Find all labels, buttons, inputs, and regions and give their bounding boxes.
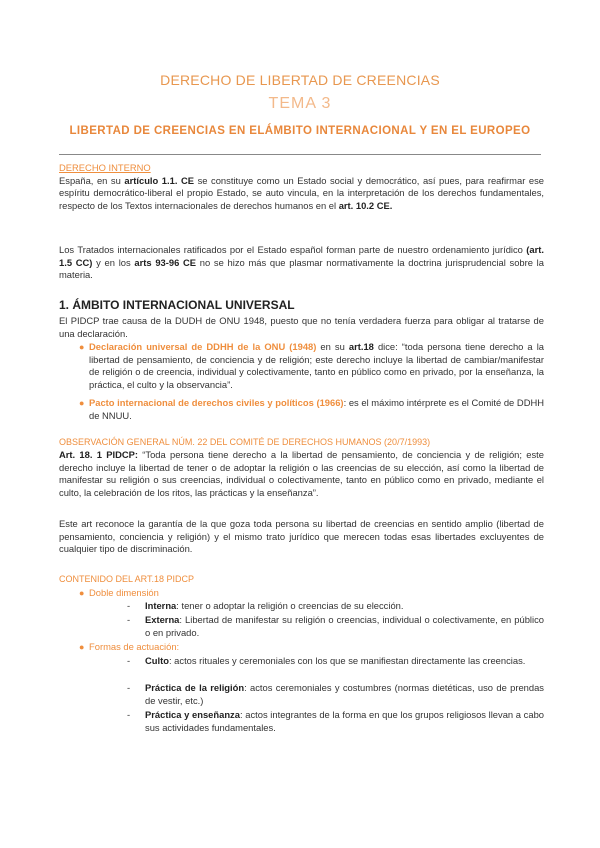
bullet-icon: ● [79,588,85,598]
bold-text: arts 93-96 CE [134,256,197,268]
text: en su [316,341,349,352]
dash-icon: - [127,655,131,666]
bold-text: art. 10.2 CE. [338,199,393,211]
text: no se hizo más que plasmar normativamente la doctrina jurisprudencial sobre la materia. [59,256,544,280]
dash-icon: - [127,682,131,693]
text: Doble dimensión [89,587,159,598]
document-subtitle: LIBERTAD DE CREENCIAS EN ELÁMBITO INTERNACIONAL Y EN EL EUROPEO [69,125,531,137]
text: se constituye como un Estado social y democrático, así pues, para reafirmar ese espíritu democrático-liberal el propio Estado, se auto vincula, en la interpretación de los derechos fundamentales, respecto de los Textos internacionales de derechos humanos en el [59,174,544,211]
paragraph-interno-2 [59,244,544,282]
heading-contenido: CONTENIDO DEL ART.18 PIDCP [59,574,195,584]
bullet-doble-dimension [79,587,544,600]
bullet-dudh [79,341,544,391]
sub-item-practica [127,682,544,707]
text: : actos rituales y ceremoniales con los que se manifiestan directamente las creencias. [168,655,526,666]
section-heading-interno: DERECHO INTERNO [59,162,151,173]
bold-text: art.18 [348,341,374,352]
bold-text: Interna [145,600,177,611]
paragraph-universal-intro [59,315,544,340]
dash-icon: - [127,600,131,611]
bold-text: Pacto internacional de derechos civiles y políticos (1966) [89,397,344,408]
bold-text: artículo 1.1. CE [124,174,195,186]
bullet-pidcp [79,397,545,422]
bold-text: Declaración universal de DDHH de la ONU (1948) [89,341,317,352]
text: Los Tratados internacionales ratificados por el Estado español forman parte de nuestro ordenamiento jurídico [59,244,527,255]
text: Formas de actuación: [89,641,180,652]
divider [59,154,541,155]
sub-item-externa [127,614,544,639]
paragraph-interno-1 [59,175,544,213]
text: Este art reconoce la garantía de la que goza toda persona su libertad de creencias en sentido amplio (libertad de pensamiento, conciencia y religión) y el mismo trato jurídico que merecen todas esas libertades excluyentes de cualquier tipo de discriminación. [59,518,544,554]
sub-item-culto [127,655,544,668]
text: El PIDCP trae causa de la DUDH de ONU 1948, puesto que no tenía verdadera fuerza para obligar al tratarse de una declaración. [59,315,544,339]
text: dice: “toda persona tiene derecho a la libertad de pensamiento, de conciencia y de religión; este derecho incluye la libertad de cambiar/manifestar de religión o de creencia, individual y colectivamente, tanto en público como en privado, por la enseñanza, la práctica, el culto y la observancia”. [89,341,544,390]
text: España, en su [59,174,125,186]
text: “Toda persona tiene derecho a la libertad de pensamiento, de conciencia y de religión; este derecho incluye la libertad de tener o de adoptar la religión o las creencias de su elección, así como la libertad de manifestar su religión o sus creencias, individual o colectivamente, tanto en público como en privado, mediante el culto, la celebración de los ritos, las prácticas y la enseñanza”. [59,449,544,498]
section-interno [59,162,544,212]
bullet-icon: ● [79,342,85,352]
bullet-icon: ● [79,398,85,408]
bold-text: Práctica de la religión [145,682,245,693]
paragraph-observacion [59,518,544,556]
heading-observacion: OBSERVACIÓN GENERAL NÚM. 22 DEL COMITÉ DE DERECHOS HUMANOS (20/7/1993) [59,437,431,447]
text: : Libertad de manifestar su religión o creencias, individual o colectivamente, en público o en privado. [145,614,544,638]
text: : tener o adoptar la religión o creencias de su elección. [176,600,404,611]
dash-icon: - [127,709,131,720]
bullet-icon: ● [79,642,85,652]
bold-text: Art. 18. 1 PIDCP: [59,449,138,460]
bold-text: (art. 1.5 CC) [59,244,544,268]
bold-text: Culto [145,655,169,666]
heading-ambito-universal: 1. ÁMBITO INTERNACIONAL UNIVERSAL [59,298,295,312]
text: y en los [92,256,135,268]
text: : actos integrantes de la forma en que los grupos religiosos llevan a cabo sus actividades fundamentales. [145,709,544,733]
sub-item-interna [127,600,544,613]
bold-text: Práctica y enseñanza [145,709,240,720]
tema-label: TEMA 3 [268,95,332,112]
paragraph-art18 [59,449,544,499]
text: : es el máximo intérprete es el Comité de DDHH de NNUU. [89,397,545,421]
bullet-formas-actuacion [79,641,544,654]
bold-text: Externa [145,614,180,625]
dash-icon: - [127,614,131,625]
sub-item-ensenanza [127,709,544,734]
document-title: DERECHO DE LIBERTAD DE CREENCIAS [160,72,440,88]
text: : actos ceremoniales y costumbres (normas dietéticas, uso de prendas de vestir, etc.) [145,682,544,706]
